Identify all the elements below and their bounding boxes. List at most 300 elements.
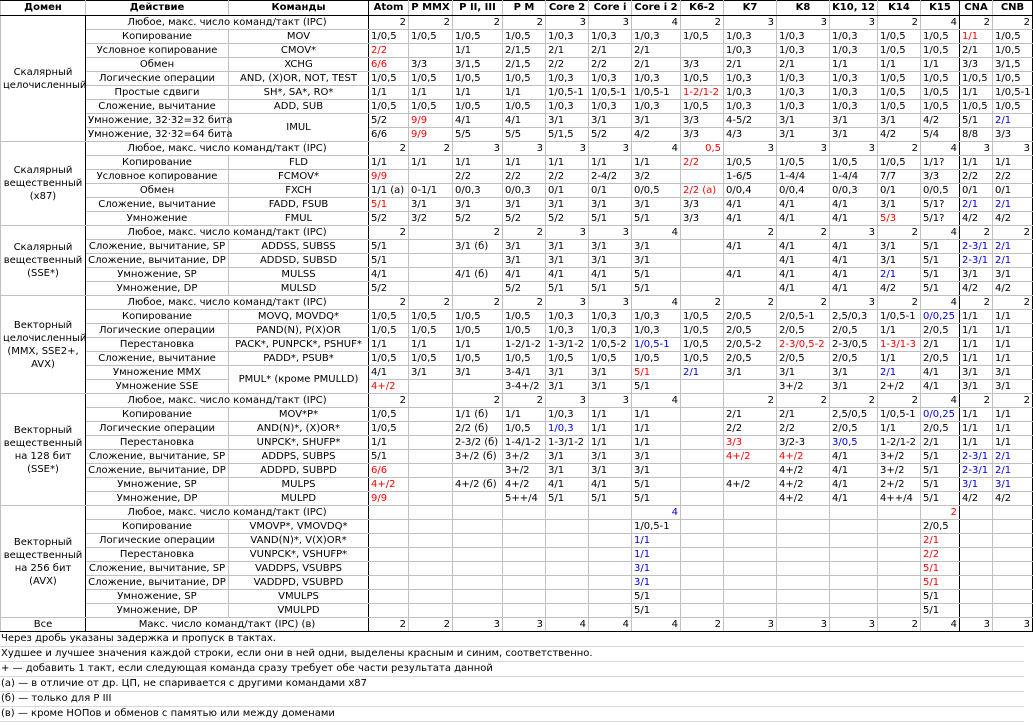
value-cell: 5/2 [503,212,546,226]
value-cell: 3/3 [960,58,993,72]
ipc-cell: 3 [777,16,830,30]
ipc-cell: 3 [589,296,632,310]
value-cell: 1/1 [546,156,589,170]
ipc-label: Макс. число команд/такт (IPC) (в) [86,618,369,632]
ipc-cell: 3 [503,142,546,156]
command-label: AND, (X)OR, NOT, TEST [229,72,369,86]
table-row [1,520,1033,534]
value-cell: 9/9 [369,170,409,184]
value-cell: 3/1 [632,576,681,590]
action-label: Сложение, вычитание, DP [86,254,229,268]
ipc-cell: 2 [960,226,993,240]
value-cell: 0/1 [878,184,921,198]
command-label: FXCH [229,184,369,198]
value-cell: 1/1 [960,436,993,450]
ipc-cell: 2 [878,226,921,240]
table-row [1,240,1033,254]
ipc-cell [777,506,830,520]
table-row [1,310,1033,324]
value-cell: 0/1 [589,184,632,198]
value-cell: 1/0,3 [546,30,589,44]
ipc-cell: 2 [369,394,409,408]
value-cell: 1/0,3 [777,100,830,114]
value-cell [960,590,993,604]
value-cell: 4+/2 [777,492,830,506]
value-cell: 1/0,5 [993,44,1033,58]
value-cell: 3/1 [589,240,632,254]
value-cell: 1/0,3 [777,44,830,58]
action-label: Простые сдвиги [86,86,229,100]
value-cell: 2/0,5-1 [777,310,830,324]
ipc-cell: 3 [830,618,878,632]
command-label: VADDPS, VSUBPS [229,562,369,576]
value-cell: 2-3/1 [960,450,993,464]
column-header: Команды [229,1,369,16]
value-cell: 1/0,3 [632,100,681,114]
value-cell: 4/1 [830,268,878,282]
ipc-cell: 4 [632,394,681,408]
command-label: PADD*, PSUB* [229,352,369,366]
value-cell: 1/0,3 [589,72,632,86]
ipc-cell: 4 [632,506,681,520]
value-cell: 1/0,5 [921,86,960,100]
ipc-cell: 2 [878,16,921,30]
ipc-cell: 2 [409,16,453,30]
action-label: Копирование [86,156,229,170]
value-cell [409,408,453,422]
value-cell: 5/1 [921,492,960,506]
table-row [1,352,1033,366]
value-cell: 1/0,5 [409,100,453,114]
ipc-cell: 2 [503,394,546,408]
value-cell: 4/1 [830,450,878,464]
value-cell: 1/1 [960,352,993,366]
value-cell: 1/1 [409,156,453,170]
value-cell: 1/0,5 [632,352,681,366]
action-label: Сложение, вычитание, SP [86,450,229,464]
value-cell: 1/0,5 [681,100,724,114]
value-cell: 3/1 [993,380,1033,394]
value-cell: 4/1 [777,282,830,296]
ipc-cell: 4 [632,296,681,310]
action-label: Умножение, SP [86,268,229,282]
value-cell: 4/1 [724,240,777,254]
value-cell: 3/1 [632,464,681,478]
command-label: XCHG [229,58,369,72]
value-cell [409,44,453,58]
value-cell [409,534,453,548]
value-cell: 2,5/0,3 [830,310,878,324]
ipc-cell: 2 [960,394,993,408]
value-cell: 5/1 [369,198,409,212]
value-cell [681,380,724,394]
value-cell: 3/1 [589,114,632,128]
value-cell: 1/1 [960,324,993,338]
ipc-cell [878,506,921,520]
value-cell [409,240,453,254]
ipc-cell: 2 [503,16,546,30]
value-cell: 1/1 [960,422,993,436]
value-cell: 1/1 [960,86,993,100]
value-cell: 3/3 [409,58,453,72]
action-label: Перестановка [86,548,229,562]
value-cell [409,450,453,464]
value-cell: 4/1 [921,366,960,380]
value-cell: 1/0,5-1 [632,338,681,352]
value-cell: 2/1 [546,44,589,58]
command-label: VMULPS [229,590,369,604]
value-cell [777,534,830,548]
value-cell: 3/1 [632,198,681,212]
value-cell: 1/0,5 [589,352,632,366]
value-cell: 1/0,5 [878,30,921,44]
value-cell: 1/0,5 [777,156,830,170]
value-cell: 1/1 [409,86,453,100]
ipc-cell [369,506,409,520]
value-cell [681,422,724,436]
ipc-cell: 2 [409,142,453,156]
value-cell: 1/0,5 [369,310,409,324]
value-cell: 2/2 [503,170,546,184]
value-cell: 2/2 [546,58,589,72]
value-cell [503,534,546,548]
command-label: VUNPCK*, VSHUFP* [229,548,369,562]
value-cell [878,590,921,604]
action-label: Сложение, вычитание [86,198,229,212]
table-row [1,184,1033,198]
value-cell: 1/1 [878,422,921,436]
value-cell: 2/0,5 [921,422,960,436]
value-cell: 2,5/0,5 [830,408,878,422]
command-label: FADD, FSUB [229,198,369,212]
column-header: CNB [993,1,1033,16]
value-cell: 5/1 [632,212,681,226]
value-cell [453,380,503,394]
value-cell: 2/1 [632,44,681,58]
column-header: CNA [960,1,993,16]
value-cell: 2/0,5 [921,352,960,366]
table-row [1,436,1033,450]
value-cell: 2/2 (б) [453,422,503,436]
value-cell: 3/3 [681,128,724,142]
value-cell: 5/1? [921,212,960,226]
value-cell [830,604,878,618]
value-cell: 5/2 [369,282,409,296]
value-cell [681,520,724,534]
ipc-cell: 2 [453,394,503,408]
value-cell [960,520,993,534]
table-row [1,408,1033,422]
value-cell [453,464,503,478]
value-cell: 3/1 [777,128,830,142]
footnote: Через дробь указаны задержка и пропуск в тактах. [0,632,1024,647]
value-cell: 1/0,3 [724,72,777,86]
table-row [1,422,1033,436]
value-cell [830,576,878,590]
value-cell: 4+/2 [369,380,409,394]
value-cell: 5/1 [921,254,960,268]
value-cell: 4+/2 [777,478,830,492]
value-cell: 3/1 [589,464,632,478]
value-cell [681,450,724,464]
value-cell: 3/1 [453,198,503,212]
value-cell: 2-3/0,5-2 [777,338,830,352]
value-cell: 2-3/2 (б) [453,436,503,450]
value-cell: 2/1 [724,408,777,422]
value-cell: 1/1 [589,156,632,170]
value-cell [878,576,921,590]
value-cell [830,562,878,576]
value-cell: 1/0,5-1 [632,86,681,100]
ipc-cell: 2 [921,506,960,520]
value-cell: 1/1 [589,408,632,422]
value-cell: 2-3/1 [960,254,993,268]
value-cell: 1/1 [993,422,1033,436]
action-label: Копирование [86,30,229,44]
value-cell: 4/1 [503,114,546,128]
value-cell: 5/1 [546,282,589,296]
value-cell: 1/0,5 [921,44,960,58]
value-cell: 3/1 [632,254,681,268]
value-cell [503,548,546,562]
footnote: + — добавить 1 такт, если следующая команда сразу требует обе части результата данной [0,662,1024,677]
value-cell: 2-3/1 [960,240,993,254]
value-cell: 3/1 [830,128,878,142]
value-cell: 1/0,5-1 [878,408,921,422]
value-cell [830,534,878,548]
value-cell: 5/1? [921,198,960,212]
table-row [1,590,1033,604]
table-row [1,604,1033,618]
value-cell [681,492,724,506]
value-cell: 0/0,3 [503,184,546,198]
value-cell [409,590,453,604]
domain-label: Скалярный вещественный (x87) [1,142,86,226]
value-cell: 1/1 [453,44,503,58]
value-cell: 1/0,3 [546,310,589,324]
value-cell: 1/1 [503,86,546,100]
value-cell: 1/0,3 [632,324,681,338]
value-cell [724,562,777,576]
value-cell [681,408,724,422]
value-cell: 3/1 [546,198,589,212]
value-cell: 2/0,5 [830,324,878,338]
ipc-cell: 4 [632,142,681,156]
value-cell: 6/6 [369,58,409,72]
value-cell: 1/1 [960,310,993,324]
value-cell [409,520,453,534]
command-label: FCMOV* [229,170,369,184]
ipc-cell: 3 [993,618,1033,632]
value-cell [878,604,921,618]
value-cell: 2/0,5 [777,324,830,338]
ipc-cell: 3 [830,296,878,310]
command-label: MULPS [229,478,369,492]
value-cell: 1/0,3 [724,44,777,58]
value-cell [589,520,632,534]
value-cell [993,590,1033,604]
ipc-cell: 2 [453,296,503,310]
value-cell [681,436,724,450]
value-cell: 0/1 [993,184,1033,198]
value-cell [409,562,453,576]
value-cell: 4/1 [830,198,878,212]
value-cell [681,548,724,562]
value-cell [830,520,878,534]
value-cell: 2/1 [681,366,724,380]
value-cell: 4/2 [993,212,1033,226]
value-cell: 1-3/1-2 [546,338,589,352]
value-cell: 2/1 [960,44,993,58]
ipc-cell: 3 [993,142,1033,156]
ipc-cell: 4 [589,618,632,632]
value-cell [546,520,589,534]
value-cell: 2/2 [589,58,632,72]
value-cell: 5/1 [960,114,993,128]
value-cell: 1/1 [589,422,632,436]
command-label: IMUL [229,114,369,142]
value-cell: 4/1 [589,268,632,282]
value-cell: 4+/2 [724,450,777,464]
value-cell: 1/1 [409,338,453,352]
value-cell: 1/0,5-1 [546,86,589,100]
value-cell: 1/1 [960,338,993,352]
value-cell: 1-4/4 [777,170,830,184]
column-header: K10, 12 [830,1,878,16]
ipc-cell [681,506,724,520]
action-label: Перестановка [86,338,229,352]
ipc-cell: 2 [777,296,830,310]
value-cell [409,268,453,282]
value-cell [453,576,503,590]
value-cell: 3/2 [409,212,453,226]
value-cell: 4/3 [724,128,777,142]
column-header: Core i 2 [632,1,681,16]
value-cell [681,240,724,254]
domain-label: Скалярный вещественный (SSE*) [1,226,86,296]
value-cell: 2/1 [589,44,632,58]
value-cell: 7/7 [878,170,921,184]
action-label: Копирование [86,520,229,534]
value-cell: 5/1 [589,212,632,226]
value-cell [503,604,546,618]
value-cell: 1/1 [453,86,503,100]
value-cell [546,590,589,604]
value-cell: 1/1 (б) [453,408,503,422]
value-cell: 4/1 [589,478,632,492]
ipc-cell: 3 [830,142,878,156]
value-cell: 5/1 [369,240,409,254]
value-cell: 5/1 [546,492,589,506]
value-cell [724,254,777,268]
value-cell: 0/0,5 [632,184,681,198]
value-cell: 4-5/2 [724,114,777,128]
value-cell: 2/1 [921,436,960,450]
value-cell [960,534,993,548]
value-cell [409,254,453,268]
value-cell: 3/3 [681,198,724,212]
table-row [1,562,1033,576]
value-cell: 1/0,5 [960,100,993,114]
action-label: Копирование [86,310,229,324]
value-cell: 1/0,3 [589,30,632,44]
value-cell: 3/1 [878,198,921,212]
action-label: Обмен [86,184,229,198]
value-cell: 5/1 [921,478,960,492]
value-cell: 6/6 [369,464,409,478]
ipc-cell: 3 [453,618,503,632]
value-cell: 3/1 [589,254,632,268]
value-cell: 3/1 [589,366,632,380]
column-header: P M [503,1,546,16]
value-cell: 1/0,5 [453,352,503,366]
value-cell [681,590,724,604]
value-cell: 2/0,5 [921,324,960,338]
domain-label: Векторный вещественный на 128 бит (SSE*) [1,394,86,506]
value-cell: 1-2/1-2 [681,86,724,100]
value-cell: 3/1 [503,198,546,212]
value-cell: 2/1 [777,408,830,422]
value-cell: 1/0,5 [409,30,453,44]
value-cell: 1-4/4 [830,170,878,184]
command-label: VMULPD [229,604,369,618]
value-cell [777,562,830,576]
value-cell: 3/1 [589,380,632,394]
value-cell [589,562,632,576]
value-cell: 1/0,5-2 [589,338,632,352]
value-cell [724,548,777,562]
value-cell: 3/1 [546,366,589,380]
ipc-cell: 2 [993,226,1033,240]
value-cell: 3/2-3 [777,436,830,450]
value-cell: 1/1 [369,156,409,170]
value-cell: 1/0,5 [681,72,724,86]
value-cell: 3/1 [632,240,681,254]
table-row [1,198,1033,212]
value-cell [681,268,724,282]
value-cell: 3/1 [993,268,1033,282]
action-label: Умножение [86,212,229,226]
value-cell: 3+/2 [878,464,921,478]
value-cell: 2/1 [777,58,830,72]
ipc-label: Любое, макс. число команд/такт (IPC) [86,16,369,30]
value-cell: 4/1 [546,268,589,282]
value-cell: 0/0,25 [921,408,960,422]
value-cell: 5/1 [921,590,960,604]
action-label: Сложение, вычитание [86,100,229,114]
value-cell [409,422,453,436]
value-cell [453,492,503,506]
action-label: Умножение, DP [86,282,229,296]
ipc-cell [589,506,632,520]
value-cell: 4/2 [993,282,1033,296]
value-cell: 5/1 [921,604,960,618]
value-cell: 4/1 [724,212,777,226]
table-row [1,86,1033,100]
column-header: K6-2 [681,1,724,16]
value-cell: 2/1 [993,450,1033,464]
table-row [1,170,1033,184]
value-cell: 1/1 [960,30,993,44]
value-cell: 1-4/1-2 [503,436,546,450]
value-cell [724,590,777,604]
value-cell: 4/2 [632,128,681,142]
value-cell [409,548,453,562]
value-cell [724,534,777,548]
ipc-cell: 2 [503,226,546,240]
value-cell: 3+/2 [503,464,546,478]
value-cell: 1/1 [632,408,681,422]
